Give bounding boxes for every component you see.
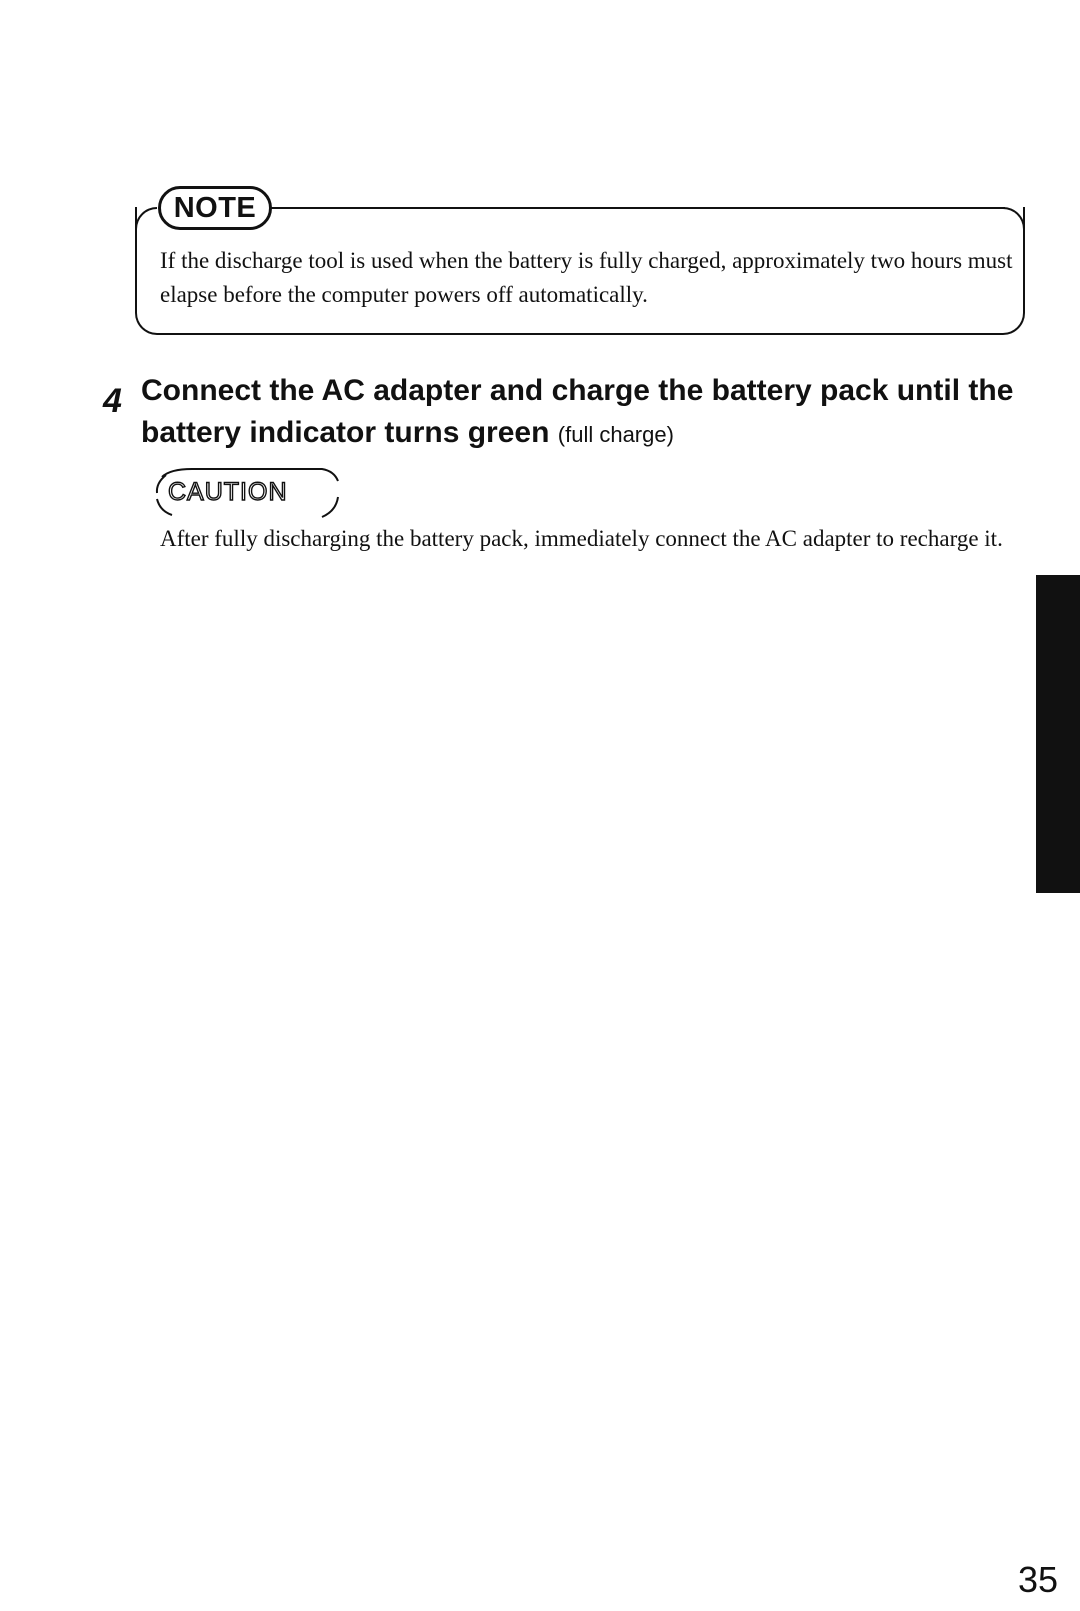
step-heading-text: Connect the AC adapter and charge the battery pack until the battery indicator turns green — [141, 374, 1014, 449]
note-box-top-rule — [270, 207, 1005, 209]
caution-paragraph: After fully discharging the battery pack, immediately connect the AC adapter to recharge it. — [160, 526, 1003, 551]
note-label: NOTE — [158, 186, 272, 230]
step-number: 4 — [103, 382, 122, 420]
caution-label: CAUTION — [168, 478, 288, 506]
step-heading — [141, 370, 1071, 456]
page-number: 35 — [1018, 1559, 1059, 1600]
step-subheading: (full charge) — [557, 422, 674, 447]
section-thumb-tab — [1036, 575, 1080, 893]
note-text — [160, 244, 1020, 312]
note-paragraph: If the discharge tool is used when the battery is fully charged, approximately two hours must elapse before the computer powers off automatically. — [160, 248, 1013, 307]
caution-text — [160, 522, 1020, 556]
